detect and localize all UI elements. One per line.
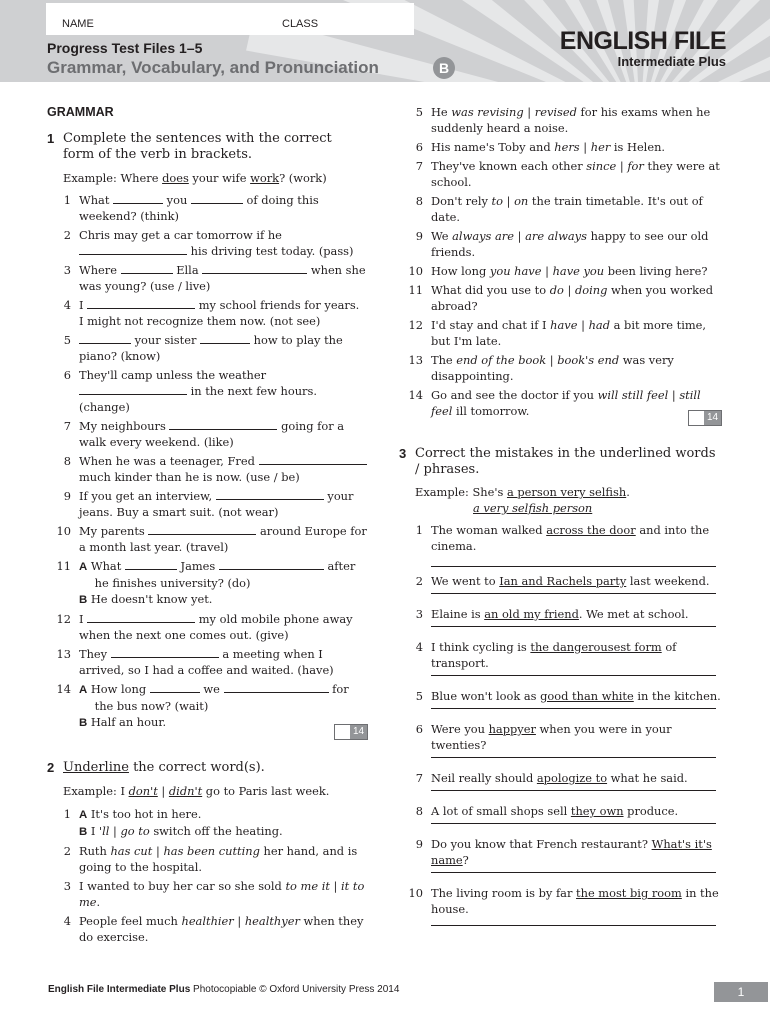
answer-blank[interactable] [87, 299, 195, 309]
answer-blank[interactable] [224, 683, 329, 693]
answer-blank[interactable] [216, 490, 324, 500]
exercise-2-example: Example: I don't | didn't go to Paris last week. [63, 784, 330, 798]
list-item: 4 People feel much healthier | healthyer when they do exercise. [63, 914, 364, 944]
answer-blank[interactable] [121, 264, 173, 274]
answer-line[interactable] [431, 566, 716, 567]
list-item: 5 He was revising | revised for his exams when he suddenly heard a noise. [415, 105, 711, 135]
list-item: 10 My parents around Europe for a month last year. (travel) [56, 524, 367, 554]
list-item: 8 When he was a teenager, Fred much kinder than he is now. (use / be) [47, 453, 367, 485]
footer: English File Intermediate Plus Photocopiable © Oxford University Press 2014 [48, 984, 400, 995]
test-title: Progress Test Files 1–5 [47, 40, 203, 56]
list-item: 8 A lot of small shops sell they own produce. [415, 804, 679, 818]
list-item: 6 His name's Toby and hers | her is Helen. [415, 140, 666, 154]
answer-line[interactable] [431, 626, 716, 627]
test-subtitle: Grammar, Vocabulary, and Pronunciation [47, 58, 379, 77]
exercise-1-items [47, 192, 367, 731]
list-item: 9 Do you know that French restaurant? What's it's name? [415, 837, 712, 867]
exercise-3-items [399, 522, 724, 926]
list-item: 1 The woman walked across the door and into the cinema. [415, 523, 710, 553]
answer-blank[interactable] [79, 334, 131, 344]
answer-line[interactable] [431, 925, 716, 926]
list-item: 1 A It's too hot in here. B I 'll | go to switch off the heating. [63, 807, 283, 838]
answer-line[interactable] [431, 708, 716, 709]
list-item: 10 The living room is by far the most big room in the house. [408, 886, 719, 916]
list-item: 7 Neil really should apologize to what he said. [415, 771, 688, 785]
exercise-1-example: Example: Where does your wife work? (work) [63, 171, 327, 185]
name-class-box [46, 3, 414, 35]
exercise-2 [47, 760, 367, 945]
exercise-1-score-box: 14 [334, 724, 368, 740]
answer-blank[interactable] [79, 245, 187, 255]
list-item: 6 They'll camp unless the weather in the next few hours. (change) [63, 368, 317, 414]
list-item: 4 I think cycling is the dangerousest form of transport. [415, 640, 677, 670]
answer-line[interactable] [431, 823, 716, 824]
answer-blank[interactable] [200, 334, 250, 344]
list-item: 3 Elaine is an old my friend. We met at school. [415, 607, 689, 621]
list-item: 2 Ruth has cut | has been cutting her hand, and is going to the hospital. [63, 844, 358, 874]
list-item: 5 your sister how to play the piano? (know) [63, 333, 343, 363]
exercise-2-score-box: 14 [688, 410, 722, 426]
exercise-3-example: Example: She's a person very selfish. a very selfish person [415, 485, 630, 515]
list-item: 3 I wanted to buy her car so she sold to me it | it to me. [63, 879, 365, 909]
list-item: 7 My neighbours going for a walk every weekend. (like) [63, 419, 345, 449]
answer-blank[interactable] [259, 455, 367, 465]
exercise-3 [399, 446, 724, 926]
answer-blank[interactable] [169, 420, 277, 430]
list-item: 8 Don't rely to | on the train timetable. It's out of date. [415, 194, 703, 224]
list-item: 4 I my school friends for years. I might not recognize them now. (not see) [63, 298, 360, 328]
version-badge: B [433, 57, 455, 79]
list-item: 7 They've known each other since | for they were at school. [415, 159, 720, 189]
brand-logo: ENGLISH FILE [559, 27, 726, 55]
list-item: 14 A How long we for the bus now? (wait) B Half an hour. [56, 682, 349, 729]
answer-blank[interactable] [79, 385, 187, 395]
list-item: 11 A What James after he finishes university? (do) B He doesn't know yet. [56, 559, 356, 606]
exercise-1-heading: 1 Complete the sentences with the correct form of the verb in brackets. [47, 131, 332, 162]
answer-blank[interactable] [87, 613, 195, 623]
answer-blank[interactable] [191, 194, 243, 204]
left-column [47, 104, 367, 731]
list-item: 10 How long you have | have you been living here? [408, 264, 708, 278]
grammar-heading: GRAMMAR [47, 105, 114, 119]
list-item: 13 The end of the book | book's end was very disappointing. [408, 353, 674, 383]
answer-blank[interactable] [202, 264, 307, 274]
list-item: 2 Chris may get a car tomorrow if he his driving test today. (pass) [63, 228, 354, 258]
list-item: 14 Go and see the doctor if you will still feel | still feel ill tomorrow. [408, 388, 701, 418]
brand-level: Intermediate Plus [617, 54, 726, 69]
answer-blank[interactable] [150, 683, 200, 693]
answer-blank[interactable] [111, 648, 219, 658]
list-item: 9 We always are | are always happy to see our old friends. [415, 229, 709, 259]
answer-blank[interactable] [113, 194, 163, 204]
list-item: 1 What you of doing this weekend? (think) [63, 193, 319, 223]
header-band [0, 0, 770, 82]
answer-blank[interactable] [125, 560, 177, 570]
answer-line[interactable] [431, 593, 716, 594]
list-item: 9 If you get an interview, your jeans. Buy a smart suit. (not wear) [63, 489, 354, 519]
answer-line[interactable] [431, 872, 716, 873]
list-item: 11 What did you use to do | doing when you worked abroad? [408, 283, 714, 313]
answer-line[interactable] [431, 790, 716, 791]
answer-line[interactable] [431, 757, 716, 758]
list-item: 2 We went to Ian and Rachels party last weekend. [415, 574, 710, 588]
answer-blank[interactable] [148, 525, 256, 535]
page-number: 1 [714, 982, 768, 1002]
answer-blank[interactable] [219, 560, 324, 570]
list-item: 3 Where Ella when she was young? (use / live) [63, 263, 366, 293]
exercise-3-heading: 3 Correct the mistakes in the underlined words / phrases. [399, 446, 716, 477]
class-label: CLASS [282, 18, 319, 30]
list-item: 12 I my old mobile phone away when the next one comes out. (give) [56, 612, 353, 642]
exercise-2-heading: 2 Underline the correct word(s). [47, 760, 265, 775]
exercise-2-items [47, 806, 367, 945]
exercise-2-items-continued [399, 104, 724, 419]
list-item: 13 They a meeting when I arrived, so I had a coffee and waited. (have) [56, 647, 334, 677]
list-item: 12 I'd stay and chat if I have | had a bit more time, but I'm late. [408, 318, 707, 348]
list-item: 6 Were you happyer when you were in your twenties? [415, 722, 672, 752]
answer-line[interactable] [431, 675, 716, 676]
name-label: NAME [62, 18, 94, 30]
right-column [399, 104, 724, 419]
list-item: 5 Blue won't look as good than white in the kitchen. [415, 689, 721, 703]
